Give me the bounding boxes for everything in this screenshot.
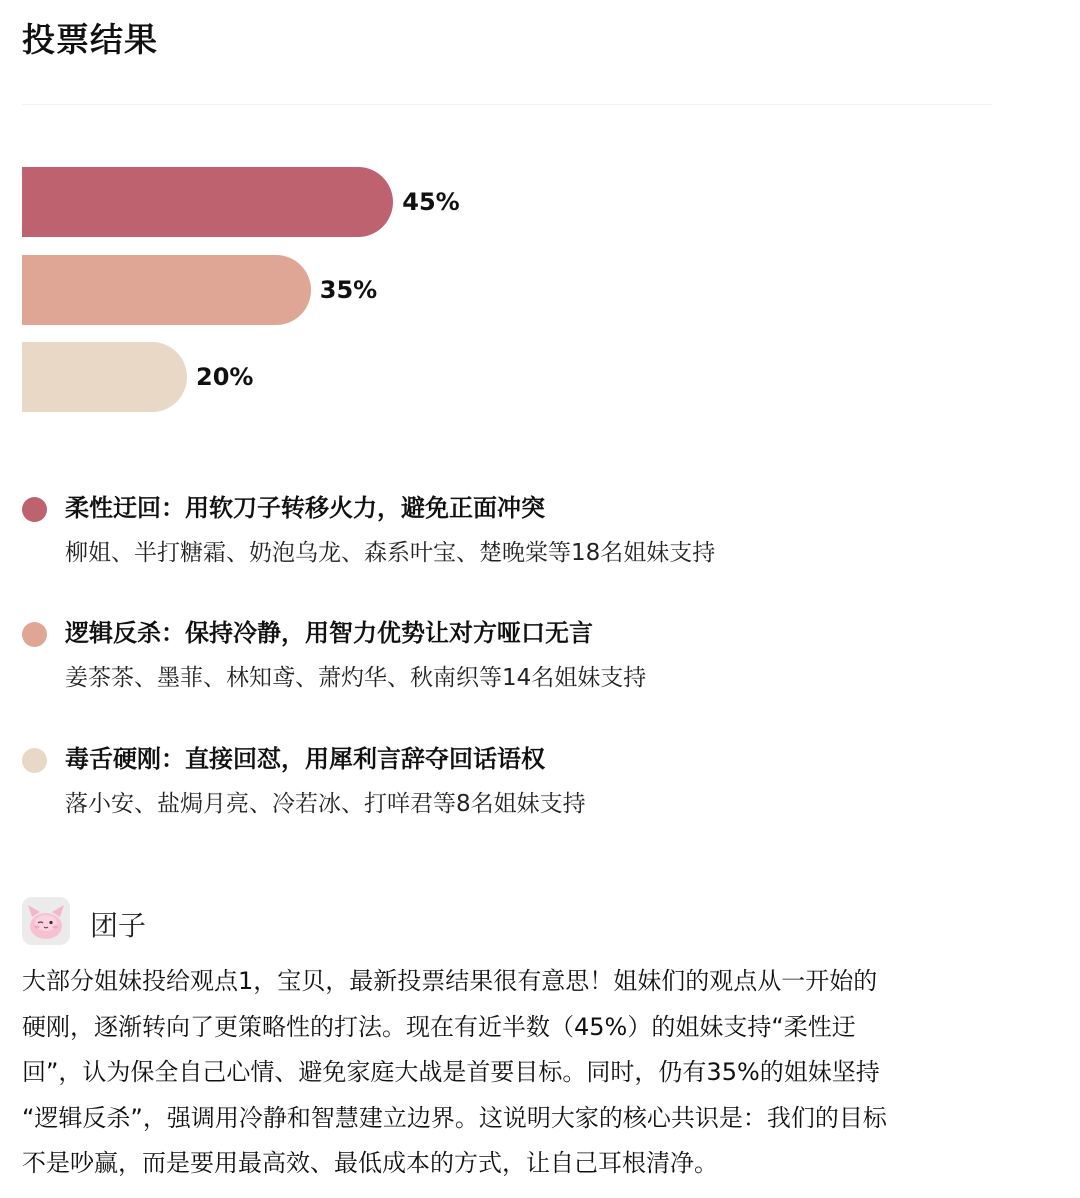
option-3-color-dot [22,748,47,773]
divider [22,104,992,105]
option-2-supporters: 姜茶茶、墨菲、林知鸢、萧灼华、秋南织等14名姐妹支持 [65,665,647,691]
bar-3 [22,342,187,412]
message-line-4: “逻辑反杀”，强调用冷静和智慧建立边界。这说明大家的核心共识是：我们的目标 [22,1103,887,1132]
option-3-supporters: 落小安、盐焗月亮、冷若冰、打咩君等8名姐妹支持 [65,791,586,817]
message-line-1: 大部分姐妹投给观点1，宝贝，最新投票结果很有意思！姐妹们的观点从一开始的 [22,967,878,995]
bar-1 [22,167,393,237]
bar-2 [22,255,311,325]
option-2-color-dot [22,622,47,647]
bar-label-3: 20% [196,363,254,391]
bar-label-1: 45% [402,188,460,216]
option-2-title: 逻辑反杀：保持冷静，用智力优势让对方哑口无言 [65,619,593,647]
bar-row-3 [22,342,253,412]
option-3-title: 毒舌硬刚：直接回怼，用犀利言辞夺回话语权 [65,745,545,773]
bar-row-1 [22,167,460,237]
option-1-supporters: 柳姐、半打糖霜、奶泡乌龙、森系叶宝、楚晚棠等18名姐妹支持 [65,540,716,566]
bar-label-2: 35% [319,276,378,304]
message-author: 团子 [90,909,147,942]
message-line-3: 回”，认为保全自己心情、避免家庭大战是首要目标。同时，仍有35%的姐妹坚持 [22,1058,880,1087]
message-line-5: 不是吵赢，而是要用最高效、最低成本的方式，让自己耳根清净。 [22,1149,718,1178]
poll-result-title: 投票结果 [22,20,158,59]
message-line-2: 硬刚，逐渐转向了更策略性的打法。现在有近半数（45%）的姐妹支持“柔性迂 [22,1012,856,1041]
bar-row-2 [22,255,377,325]
message-body [22,959,1002,1187]
avatar-graphic [22,897,70,945]
pink-cat-avatar-icon [22,897,70,945]
option-1-color-dot [22,497,47,522]
option-1-title: 柔性迂回：用软刀子转移火力，避免正面冲突 [65,494,545,522]
